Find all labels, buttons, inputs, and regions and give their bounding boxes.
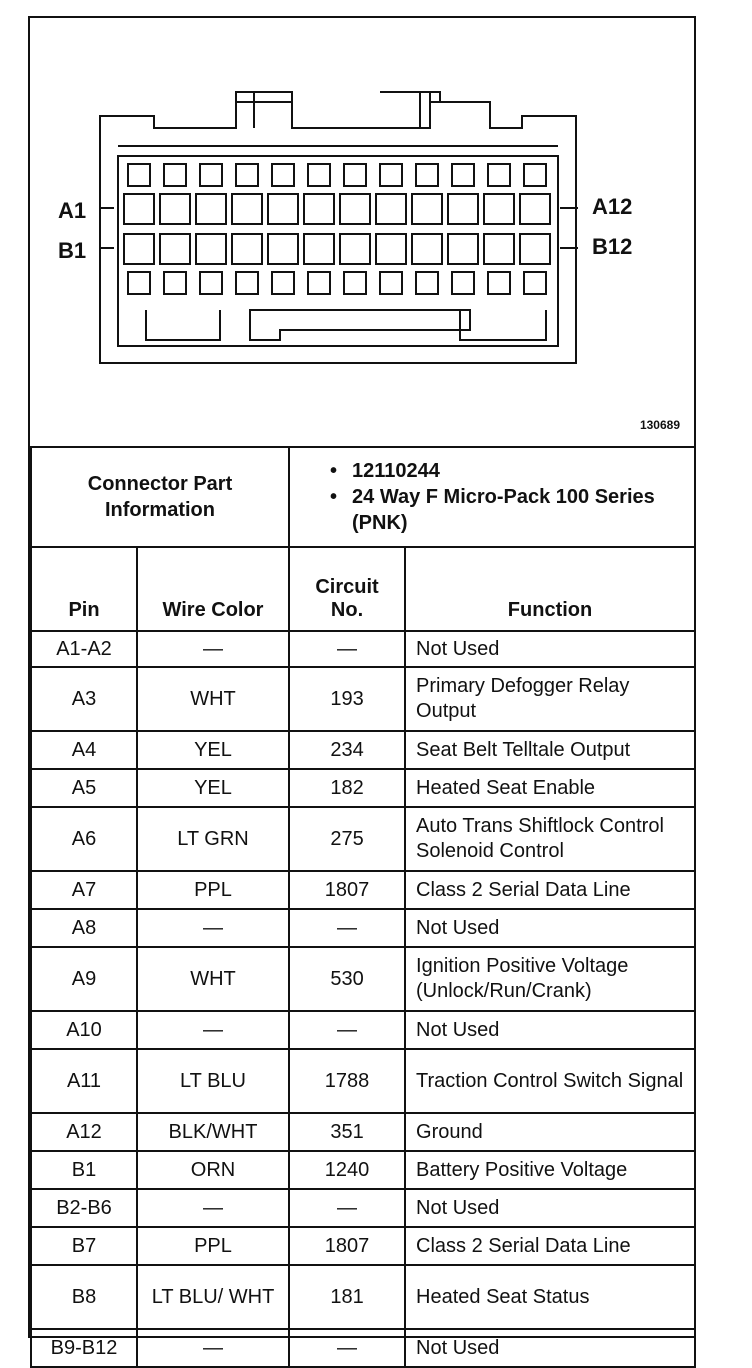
circuit-cell: 351 <box>289 1113 405 1151</box>
cavity-row-a <box>376 194 406 224</box>
header-pin: Pin <box>31 547 137 631</box>
function-cell: Not Used <box>405 1329 695 1367</box>
pin-cell: B2-B6 <box>31 1189 137 1227</box>
pin-cell: A7 <box>31 871 137 909</box>
pinout-table <box>30 446 696 1368</box>
table-header-row <box>31 547 695 631</box>
cavity-row-b <box>124 234 154 264</box>
cavity-row-b <box>160 234 190 264</box>
circuit-cell: 182 <box>289 769 405 807</box>
cavity-row-a <box>412 194 442 224</box>
cavity-row-b <box>520 234 550 264</box>
function-cell: Traction Control Switch Signal <box>405 1049 695 1113</box>
cavity-row-a <box>448 194 478 224</box>
wire-color-cell: WHT <box>137 947 289 1011</box>
terminal-latch-top <box>308 164 330 186</box>
wire-color-cell: — <box>137 1189 289 1227</box>
terminal-latch-bottom <box>452 272 474 294</box>
terminal-latch-bottom <box>416 272 438 294</box>
cavity-row-a <box>520 194 550 224</box>
terminal-latch-top <box>452 164 474 186</box>
wire-color-cell: LT BLU/ WHT <box>137 1265 289 1329</box>
pin-label-b12: B12 <box>592 234 633 259</box>
header-circuit: Circuit No. <box>289 547 405 631</box>
terminal-latch-bottom <box>272 272 294 294</box>
function-cell: Not Used <box>405 1189 695 1227</box>
function-cell: Battery Positive Voltage <box>405 1151 695 1189</box>
pin-label-a1: A1 <box>58 198 87 223</box>
wire-color-cell: ORN <box>137 1151 289 1189</box>
cavity-row-b <box>304 234 334 264</box>
circuit-cell: 234 <box>289 731 405 769</box>
connector-part-number: • 12110244 <box>330 460 440 482</box>
terminal-latch-bottom <box>308 272 330 294</box>
circuit-cell: — <box>289 909 405 947</box>
circuit-cell: 193 <box>289 667 405 731</box>
table-row <box>31 807 695 871</box>
terminal-latch-bottom <box>524 272 546 294</box>
pin-cell: A8 <box>31 909 137 947</box>
cavity-row-b <box>448 234 478 264</box>
terminal-latch-top <box>488 164 510 186</box>
circuit-cell: — <box>289 1011 405 1049</box>
function-cell: Class 2 Serial Data Line <box>405 1227 695 1265</box>
terminal-latch-bottom <box>164 272 186 294</box>
table-row <box>31 909 695 947</box>
wire-color-cell: PPL <box>137 1227 289 1265</box>
terminal-latch-bottom <box>344 272 366 294</box>
terminal-latch-top <box>272 164 294 186</box>
pin-cell: B1 <box>31 1151 137 1189</box>
connector-document <box>28 16 696 1359</box>
terminal-latch-top <box>164 164 186 186</box>
wire-color-cell: — <box>137 909 289 947</box>
table-row <box>31 1011 695 1049</box>
wire-color-cell: PPL <box>137 871 289 909</box>
pin-cell: A9 <box>31 947 137 1011</box>
wire-color-cell: — <box>137 631 289 667</box>
circuit-cell: 1240 <box>289 1151 405 1189</box>
wire-color-cell: YEL <box>137 731 289 769</box>
wire-color-cell: — <box>137 1329 289 1367</box>
connector-face-drawing <box>30 18 694 446</box>
pin-cell: A1-A2 <box>31 631 137 667</box>
pin-cell: B8 <box>31 1265 137 1329</box>
connector-info-label: Connector Part Information <box>31 447 289 547</box>
terminal-latch-bottom <box>380 272 402 294</box>
table-row <box>31 947 695 1011</box>
cavity-row-a <box>160 194 190 224</box>
header-wire-color: Wire Color <box>137 547 289 631</box>
terminal-latch-bottom <box>236 272 258 294</box>
connector-diagram <box>30 18 694 446</box>
circuit-cell: 1807 <box>289 871 405 909</box>
circuit-cell: 181 <box>289 1265 405 1329</box>
circuit-cell: 530 <box>289 947 405 1011</box>
function-cell: Not Used <box>405 631 695 667</box>
wire-color-cell: WHT <box>137 667 289 731</box>
table-row <box>31 1049 695 1113</box>
pin-cell: A12 <box>31 1113 137 1151</box>
terminal-latch-top <box>344 164 366 186</box>
figure-id: 130689 <box>639 418 680 432</box>
connector-description: • 24 Way F Micro-Pack 100 Series (PNK) <box>330 486 655 534</box>
pin-cell: A6 <box>31 807 137 871</box>
circuit-cell: — <box>289 631 405 667</box>
cavity-row-a <box>484 194 514 224</box>
cavity-row-b <box>412 234 442 264</box>
wire-color-cell: YEL <box>137 769 289 807</box>
cavity-row-a <box>124 194 154 224</box>
function-cell: Heated Seat Enable <box>405 769 695 807</box>
function-cell: Class 2 Serial Data Line <box>405 871 695 909</box>
connector-info-row <box>31 447 695 547</box>
function-cell: Seat Belt Telltale Output <box>405 731 695 769</box>
function-cell: Heated Seat Status <box>405 1265 695 1329</box>
cavity-row-a <box>196 194 226 224</box>
table-row <box>31 631 695 667</box>
pin-cell: A4 <box>31 731 137 769</box>
table-row <box>31 1227 695 1265</box>
cavity-row-b <box>196 234 226 264</box>
terminal-latch-top <box>380 164 402 186</box>
cavity-row-b <box>376 234 406 264</box>
cavity-row-b <box>340 234 370 264</box>
table-row <box>31 667 695 731</box>
circuit-cell: 1788 <box>289 1049 405 1113</box>
table-row <box>31 769 695 807</box>
circuit-cell: — <box>289 1189 405 1227</box>
terminal-latch-top <box>416 164 438 186</box>
terminal-latch-top <box>236 164 258 186</box>
cavity-row-a <box>268 194 298 224</box>
terminal-latch-top <box>200 164 222 186</box>
function-cell: Not Used <box>405 1011 695 1049</box>
pin-cell: B7 <box>31 1227 137 1265</box>
wire-color-cell: LT GRN <box>137 807 289 871</box>
wire-color-cell: — <box>137 1011 289 1049</box>
function-cell: Not Used <box>405 909 695 947</box>
function-cell: Auto Trans Shiftlock Control Solenoid Control <box>405 807 695 871</box>
terminal-latch-top <box>524 164 546 186</box>
terminal-latch-bottom <box>200 272 222 294</box>
wire-color-cell: LT BLU <box>137 1049 289 1113</box>
table-row <box>31 1113 695 1151</box>
connector-info-values <box>289 447 695 547</box>
function-cell: Primary Defogger Relay Output <box>405 667 695 731</box>
terminal-latch-top <box>128 164 150 186</box>
cavity-row-b <box>484 234 514 264</box>
header-function: Function <box>405 547 695 631</box>
function-cell: Ground <box>405 1113 695 1151</box>
circuit-cell: 275 <box>289 807 405 871</box>
cavity-row-a <box>340 194 370 224</box>
table-row <box>31 1265 695 1329</box>
pin-cell: B9-B12 <box>31 1329 137 1367</box>
pin-cell: A11 <box>31 1049 137 1113</box>
wire-color-cell: BLK/WHT <box>137 1113 289 1151</box>
pin-label-b1: B1 <box>58 238 87 263</box>
table-row <box>31 1329 695 1367</box>
cavity-row-a <box>304 194 334 224</box>
table-row <box>31 871 695 909</box>
pin-cell: A5 <box>31 769 137 807</box>
circuit-cell: — <box>289 1329 405 1367</box>
terminal-latch-bottom <box>488 272 510 294</box>
cavity-row-b <box>268 234 298 264</box>
table-row <box>31 1151 695 1189</box>
circuit-cell: 1807 <box>289 1227 405 1265</box>
pin-cell: A3 <box>31 667 137 731</box>
terminal-latch-bottom <box>128 272 150 294</box>
table-row <box>31 1189 695 1227</box>
cavity-row-a <box>232 194 262 224</box>
pin-cell: A10 <box>31 1011 137 1049</box>
function-cell: Ignition Positive Voltage (Unlock/Run/Crank) <box>405 947 695 1011</box>
pin-label-a12: A12 <box>592 194 633 219</box>
table-row <box>31 731 695 769</box>
cavity-row-b <box>232 234 262 264</box>
